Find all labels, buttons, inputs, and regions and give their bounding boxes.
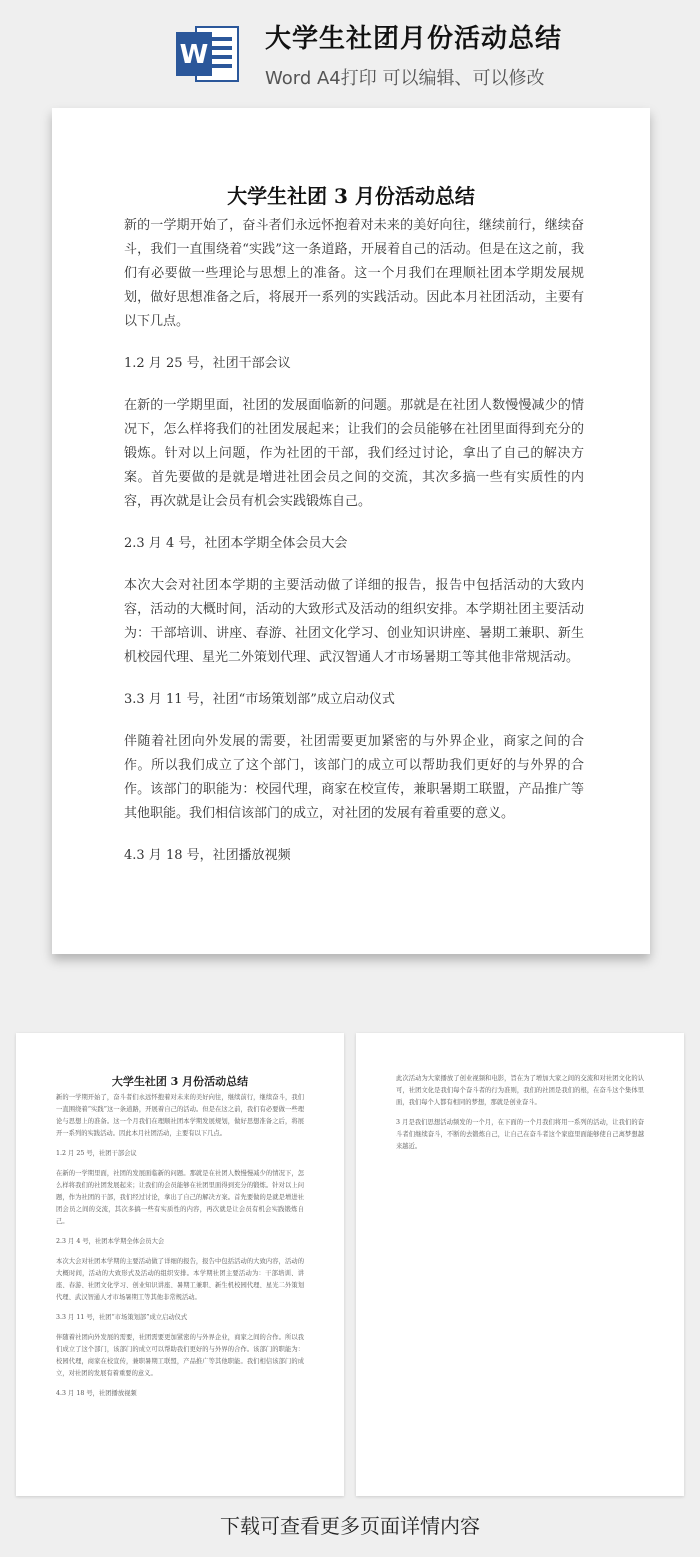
thumbnail-page-2[interactable] — [356, 1033, 684, 1496]
thumb-paragraph: 2.3 月 4 号，社团本学期全体会员大会 — [56, 1238, 165, 1245]
section-heading-1: 1.2 月 25 号，社团干部会议 — [124, 356, 291, 371]
paragraph-section-2: 本次大会对社团本学期的主要活动做了详细的报告，报告中包括活动的大致内容，活动的大概时间，活动的大致形式及活动的组织安排。本学期社团主要活动为：干部培训、讲座、春游、社团文化学习、创业知识讲座、暑期工兼职、新生机校园代理、星光二外策划代理、武汉智通人才市场暑期工等其他非常规活动。 — [124, 578, 584, 665]
thumb-paragraph: 1.2 月 25 号，社团干部会议 — [56, 1150, 137, 1157]
section-heading-2: 2.3 月 4 号，社团本学期全体会员大会 — [124, 536, 348, 551]
document-body — [124, 214, 584, 886]
thumbnail-page-1[interactable] — [16, 1033, 344, 1496]
thumb-paragraph: 伴随着社团向外发展的需要，社团需要更加紧密的与外界企业，商家之间的合作。所以我们成立了这个部门，该部门的成立可以帮助我们更好的与外界的合作。该部门的职能为：校园代理，商家在校宣传，兼职暑期工联盟，产品推广等其他职能。我们相信该部门的成立，对社团的发展有着重要的意义。 — [56, 1334, 304, 1377]
thumb-paragraph: 在新的一学期里面，社团的发展面临新的问题。那就是在社团人数慢慢减少的情况下，怎么样将我们的社团发展起来；让我们的会员能够在社团里面得到充分的锻炼。针对以上问题，作为社团的干部，我们经过讨论，拿出了自己的解决方案。首先要做的是就是增进社团会员之间的交流，其次多搞一些有实质性的内容，再次就是让会员有机会实践锻炼自己。 — [56, 1170, 304, 1225]
thumbnail-title: 大学生社团 3 月份活动总结 — [111, 1075, 249, 1088]
document-page-preview — [52, 108, 650, 954]
paragraph-section-1: 在新的一学期里面，社团的发展面临新的问题。那就是在社团人数慢慢减少的情况下，怎么样将我们的社团发展起来；让我们的会员能够在社团里面得到充分的锻炼。针对以上问题，作为社团的干部，我们经过讨论，拿出了自己的解决方案。首先要做的是就是增进社团会员之间的交流，其次多搞一些有实质性的内容，再次就是让会员有机会实践锻炼自己。 — [124, 398, 584, 509]
thumb-paragraph: 此次活动为大家播放了创业视频和电影，旨在为了增加大家之间的交流和对社团文化的认可，社团文化是我们每个奋斗者的行为准则，我们的社团是我们的根，在奋斗这个集体里面，我们每个人都有相同的梦想，那就是创业奋斗。 — [396, 1075, 644, 1106]
thumb-paragraph: 4.3 月 18 号，社团播放视频 — [56, 1390, 137, 1397]
download-cta-text[interactable]: 下载可查看更多页面详情内容 — [220, 1514, 480, 1538]
thumb-paragraph: 3 月是我们思想活动频发的一个月，在下面的一个月我们将用一系列的活动，让我们的奋斗者们继续奋斗，不断的去锻炼自己，让自己在奋斗者这个家庭里面能够使自己离梦想越来越近。 — [396, 1119, 644, 1150]
word-icon — [174, 21, 240, 87]
header-title: 大学生社团月份活动总结 — [265, 24, 563, 54]
thumbnail-body — [396, 1073, 644, 1161]
thumb-paragraph: 本次大会对社团本学期的主要活动做了详细的报告，报告中包括活动的大致内容，活动的大概时间，活动的大致形式及活动的组织安排。本学期社团主要活动为：干部培训、讲座、春游、社团文化学习、创业知识讲座、暑期工兼职、新生机校园代理、星光二外策划代理、武汉智通人才市场暑期工等其他非常规活动。 — [56, 1258, 304, 1301]
thumbnail-body — [56, 1092, 304, 1408]
header-subtitle: Word A4打印 可以编辑、可以修改 — [265, 68, 545, 89]
section-heading-3: 3.3 月 11 号，社团“市场策划部”成立启动仪式 — [124, 692, 395, 707]
paragraph-section-3: 伴随着社团向外发展的需要，社团需要更加紧密的与外界企业，商家之间的合作。所以我们成立了这个部门，该部门的成立可以帮助我们更好的与外界的合作。该部门的职能为：校园代理，商家在校宣传，兼职暑期工联盟，产品推广等其他职能。我们相信该部门的成立，对社团的发展有着重要的意义。 — [124, 734, 584, 821]
thumb-paragraph: 3.3 月 11 号，社团“市场策划部”成立启动仪式 — [56, 1314, 188, 1321]
svg-text:W: W — [179, 40, 209, 70]
thumb-paragraph: 新的一学期开始了，奋斗者们永远怀抱着对未来的美好向往，继续前行，继续奋斗，我们一直围绕着“实践”这一条道路，开展着自己的活动。但是在这之前，我们有必要做一些理论与思想上的准备。这一个月我们在理顺社团本学期发展规划，做好思想准备之后，将展开一系列的实践活动。因此本月社团活动，主要有以下几点。 — [56, 1094, 304, 1137]
document-title: 大学生社团 3 月份活动总结 — [227, 184, 475, 208]
section-heading-4: 4.3 月 18 号，社团播放视频 — [124, 848, 291, 863]
paragraph-intro: 新的一学期开始了，奋斗者们永远怀抱着对未来的美好向往，继续前行，继续奋斗，我们一直围绕着“实践”这一条道路，开展着自己的活动。但是在这之前，我们有必要做一些理论与思想上的准备。这一个月我们在理顺社团本学期发展规划，做好思想准备之后，将展开一系列的实践活动。因此本月社团活动，主要有以下几点。 — [124, 218, 584, 329]
header — [0, 0, 700, 100]
